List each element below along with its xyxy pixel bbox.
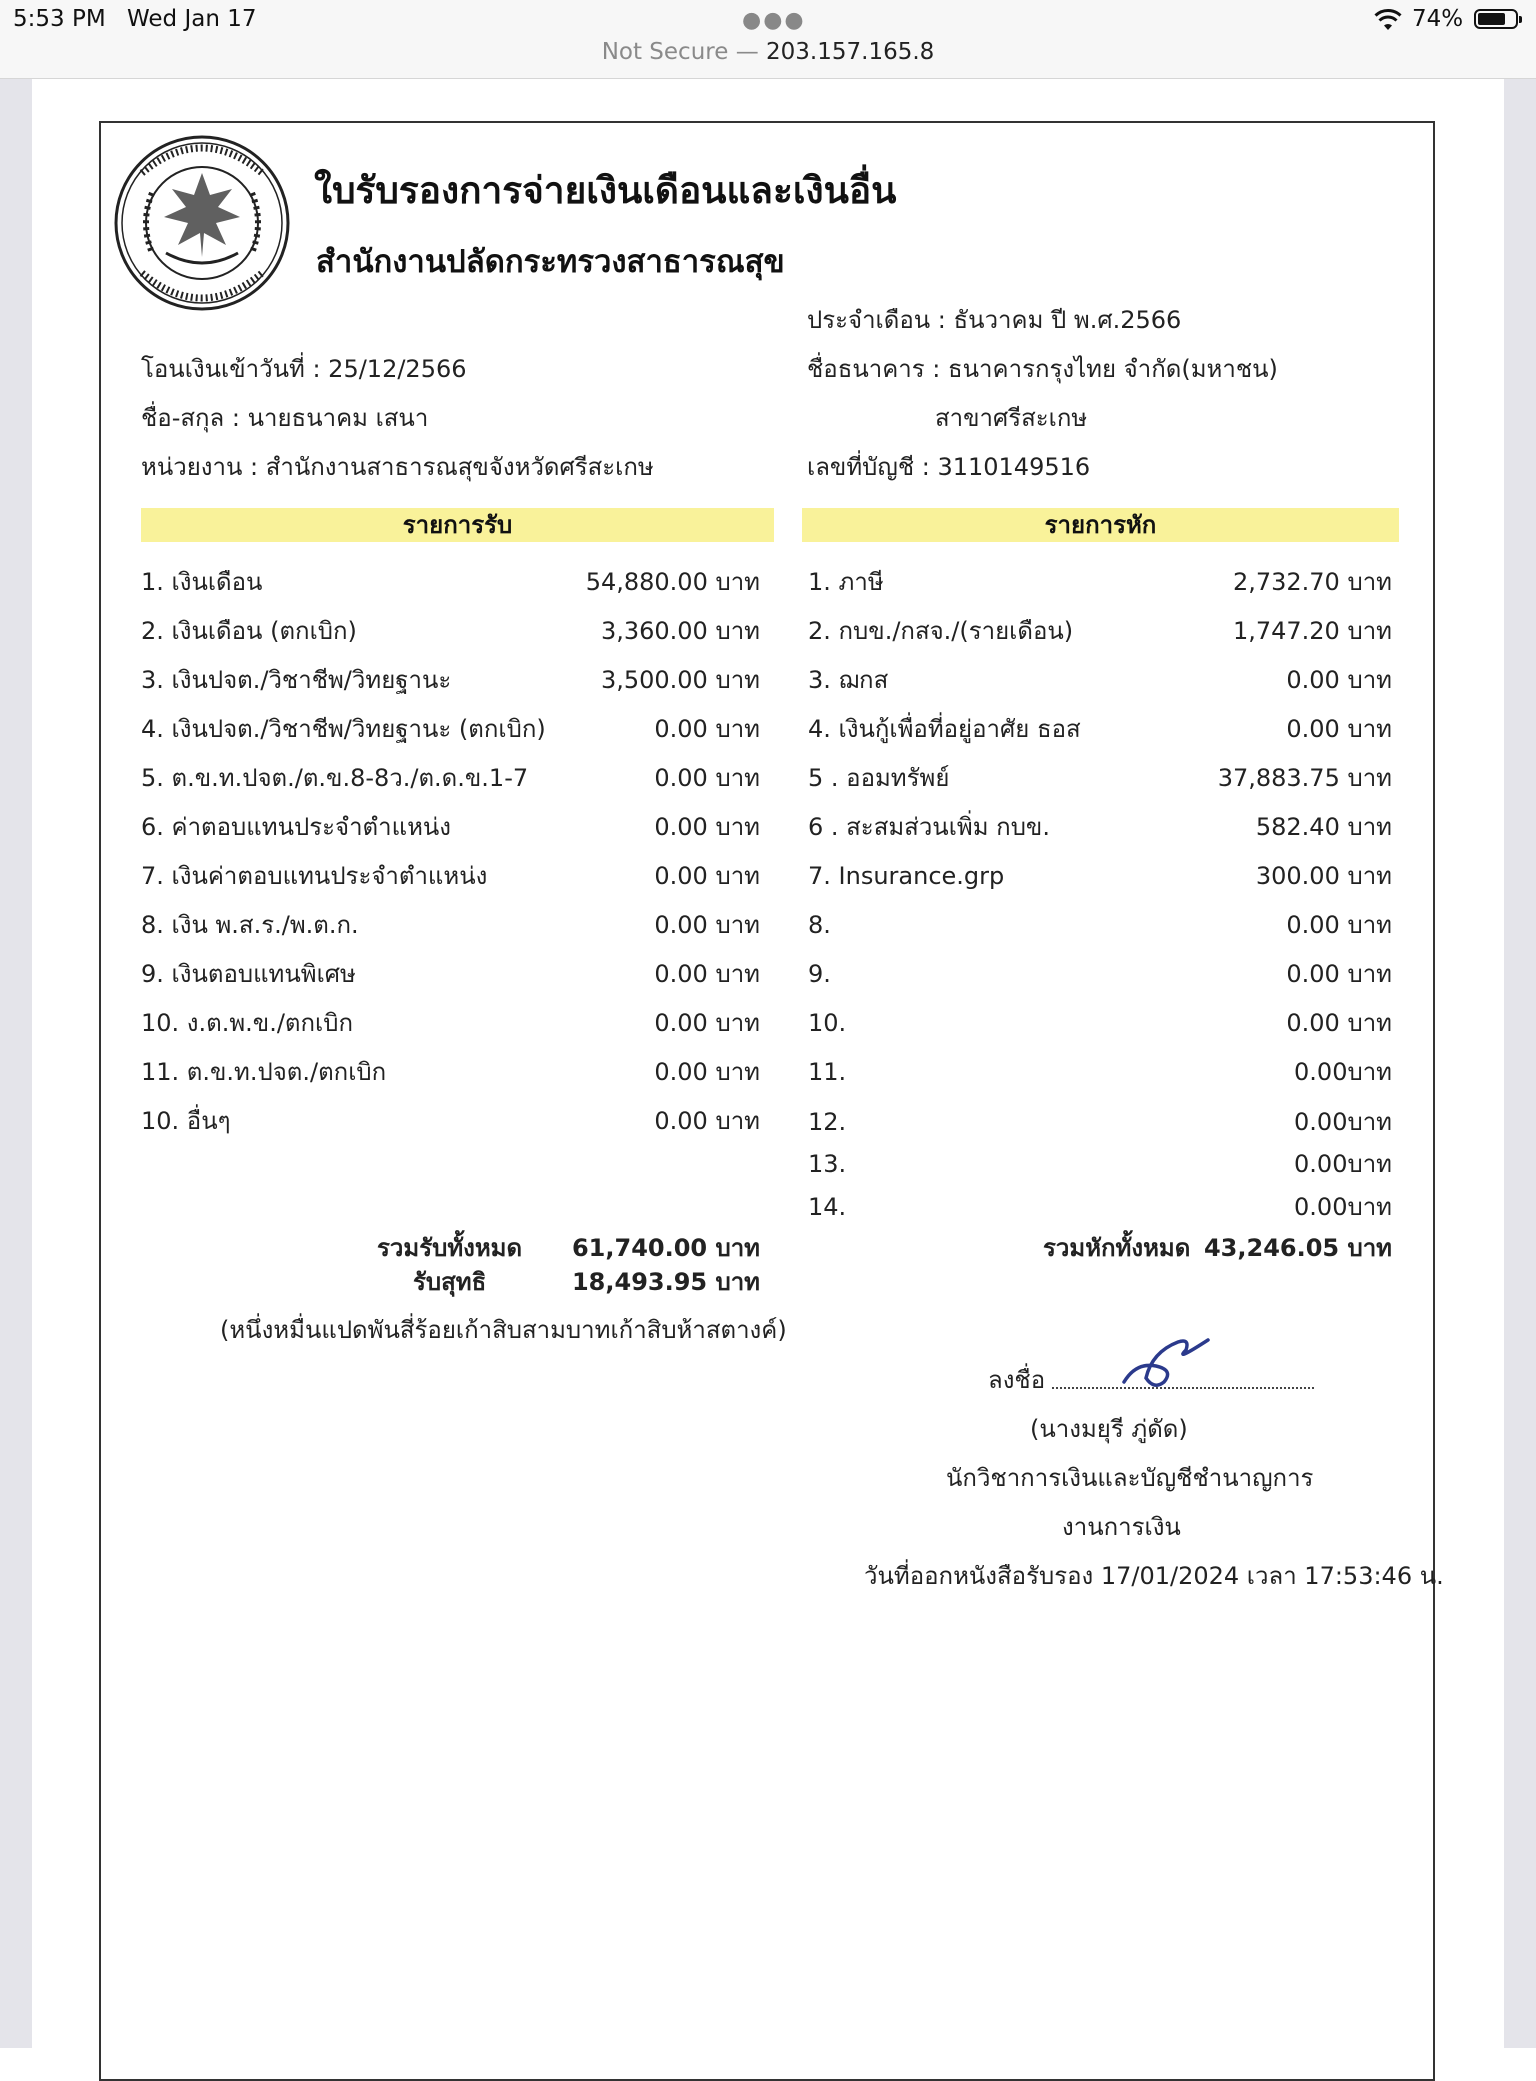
deduction-item-label: 8. — [808, 911, 831, 939]
employee-name: ชื่อ-สกุล : นายธนาคม เสนา — [141, 404, 429, 432]
document-title: ใบรับรองการจ่ายเงินเดือนและเงินอื่น — [314, 169, 897, 212]
income-item-amount: 3,500.00 บาท — [600, 666, 760, 694]
income-item-amount: 0.00 บาท — [654, 715, 760, 743]
net-pay-label: รับสุทธิ — [413, 1268, 487, 1296]
deduction-item-amount: 0.00 บาท — [1286, 666, 1392, 694]
income-item-label: 9. เงินตอบแทนพิเศษ — [141, 960, 356, 988]
deduction-item-amount: 0.00 บาท — [1286, 911, 1392, 939]
deduction-item-label: 13. — [808, 1150, 847, 1178]
total-income-label: รวมรับทั้งหมด — [377, 1234, 523, 1262]
sign-label: ลงชื่อ — [988, 1366, 1046, 1394]
employee-unit: หน่วยงาน : สำนักงานสาธารณสุขจังหวัดศรีสะเกษ — [141, 453, 654, 481]
deduction-item-label: 9. — [808, 960, 831, 988]
total-income-value: 61,740.00 บาท — [571, 1234, 760, 1262]
battery-icon — [1474, 9, 1518, 29]
income-item-label: 2. เงินเดือน (ตกเบิก) — [141, 617, 357, 645]
document-subtitle: สำนักงานปลัดกระทรวงสาธารณสุข — [316, 244, 785, 280]
status-date: Wed Jan 17 — [127, 6, 257, 32]
income-item-label: 6. ค่าตอบแทนประจำตำแหน่ง — [141, 813, 452, 841]
deduction-item-amount: 0.00 บาท — [1286, 715, 1392, 743]
deduction-item-label: 3. ฌกส — [808, 666, 889, 694]
bank-name: ชื่อธนาคาร : ธนาคารกรุงไทย จำกัด(มหาชน) — [807, 355, 1278, 383]
income-item-amount: 0.00 บาท — [654, 862, 760, 890]
income-item-label: 1. เงินเดือน — [141, 568, 263, 596]
net-pay-words: (หนึ่งหมื่นแปดพันสี่ร้อยเก้าสิบสามบาทเก้าสิบห้าสตางค์) — [220, 1316, 787, 1344]
deduction-item-amount: 0.00 บาท — [1286, 960, 1392, 988]
handwritten-signature — [1116, 1332, 1216, 1392]
signer-name: (นางมยุรี ภู่ดัด) — [1030, 1415, 1188, 1443]
deduction-item-amount: 300.00 บาท — [1255, 862, 1392, 890]
income-item-label: 3. เงินปจต./วิชาชีพ/วิทยฐานะ — [141, 666, 452, 694]
income-item-amount: 0.00 บาท — [654, 1058, 760, 1086]
income-item-label: 10. อื่นๆ — [141, 1107, 231, 1135]
pay-period: ประจำเดือน : ธันวาคม ปี พ.ศ.2566 — [807, 306, 1182, 334]
deduction-item-label: 10. — [808, 1009, 847, 1037]
deduction-header: รายการหัก — [802, 508, 1399, 542]
signer-position: นักวิชาการเงินและบัญชีชำนาญการ — [946, 1464, 1314, 1492]
deduction-item-label: 12. — [808, 1108, 847, 1136]
issued-timestamp: วันที่ออกหนังสือรับรอง 17/01/2024 เวลา 17:53:46 น. — [864, 1562, 1444, 1590]
deduction-item-label: 6 . สะสมส่วนเพิ่ม กบข. — [808, 813, 1050, 841]
total-deduction-label: รวมหักทั้งหมด — [1043, 1234, 1191, 1262]
deduction-item-amount: 0.00บาท — [1294, 1058, 1392, 1086]
status-bar — [0, 0, 1536, 79]
deduction-item-amount: 0.00บาท — [1294, 1108, 1392, 1136]
deduction-item-amount: 0.00 บาท — [1286, 1009, 1392, 1037]
transfer-date: โอนเงินเข้าวันที่ : 25/12/2566 — [141, 355, 467, 383]
deduction-item-label: 5 . ออมทรัพย์ — [808, 764, 950, 792]
address-text: 203.157.165.8 — [766, 39, 935, 65]
deduction-item-label: 14. — [808, 1193, 847, 1221]
deduction-item-amount: 37,883.75 บาท — [1217, 764, 1392, 792]
deduction-item-amount: 582.40 บาท — [1255, 813, 1392, 841]
net-pay-value: 18,493.95 บาท — [571, 1268, 760, 1296]
bank-branch: สาขาศรีสะเกษ — [935, 404, 1088, 432]
deduction-item-label: 11. — [808, 1058, 847, 1086]
income-item-label: 11. ต.ข.ท.ปจต./ตกเบิก — [141, 1058, 387, 1086]
income-item-label: 10. ง.ต.พ.ข./ตกเบิก — [141, 1009, 354, 1037]
deduction-item-amount: 0.00บาท — [1294, 1193, 1392, 1221]
status-time: 5:53 PM — [13, 6, 106, 32]
security-label: Not Secure — — [601, 39, 759, 65]
income-item-amount: 0.00 บาท — [654, 911, 760, 939]
deduction-item-label: 1. ภาษี — [808, 568, 884, 596]
deduction-item-label: 4. เงินกู้เพื่อที่อยู่อาศัย ธอส — [808, 715, 1081, 743]
income-item-amount: 3,360.00 บาท — [600, 617, 760, 645]
income-item-amount: 0.00 บาท — [654, 1009, 760, 1037]
battery-percent: 74% — [1412, 6, 1464, 32]
deduction-item-amount: 2,732.70 บาท — [1232, 568, 1392, 596]
deduction-item-amount: 0.00บาท — [1294, 1150, 1392, 1178]
deduction-item-label: 7. Insurance.grp — [808, 862, 1005, 890]
multitasking-dots-icon[interactable]: ●●● — [742, 8, 806, 33]
income-item-amount: 0.00 บาท — [654, 764, 760, 792]
income-item-amount: 54,880.00 บาท — [585, 568, 760, 596]
account-number: เลขที่บัญชี : 3110149516 — [807, 453, 1091, 481]
income-item-label: 4. เงินปจต./วิชาชีพ/วิทยฐานะ (ตกเบิก) — [141, 715, 546, 743]
income-item-label: 5. ต.ข.ท.ปจต./ต.ข.8-8ว./ต.ด.ข.1-7 — [141, 764, 529, 792]
address-bar[interactable] — [0, 39, 1536, 65]
wifi-icon — [1374, 8, 1402, 32]
signer-department: งานการเงิน — [1062, 1513, 1181, 1541]
deduction-item-amount: 1,747.20 บาท — [1232, 617, 1392, 645]
income-item-amount: 0.00 บาท — [654, 1107, 760, 1135]
total-deduction-value: 43,246.05 บาท — [1203, 1234, 1392, 1262]
ministry-seal-icon — [112, 133, 292, 313]
income-item-label: 8. เงิน พ.ส.ร./พ.ต.ก. — [141, 911, 359, 939]
income-item-amount: 0.00 บาท — [654, 960, 760, 988]
income-item-amount: 0.00 บาท — [654, 813, 760, 841]
income-item-label: 7. เงินค่าตอบแทนประจำตำแหน่ง — [141, 862, 488, 890]
income-header: รายการรับ — [141, 508, 774, 542]
deduction-item-label: 2. กบข./กสจ./(รายเดือน) — [808, 617, 1074, 645]
